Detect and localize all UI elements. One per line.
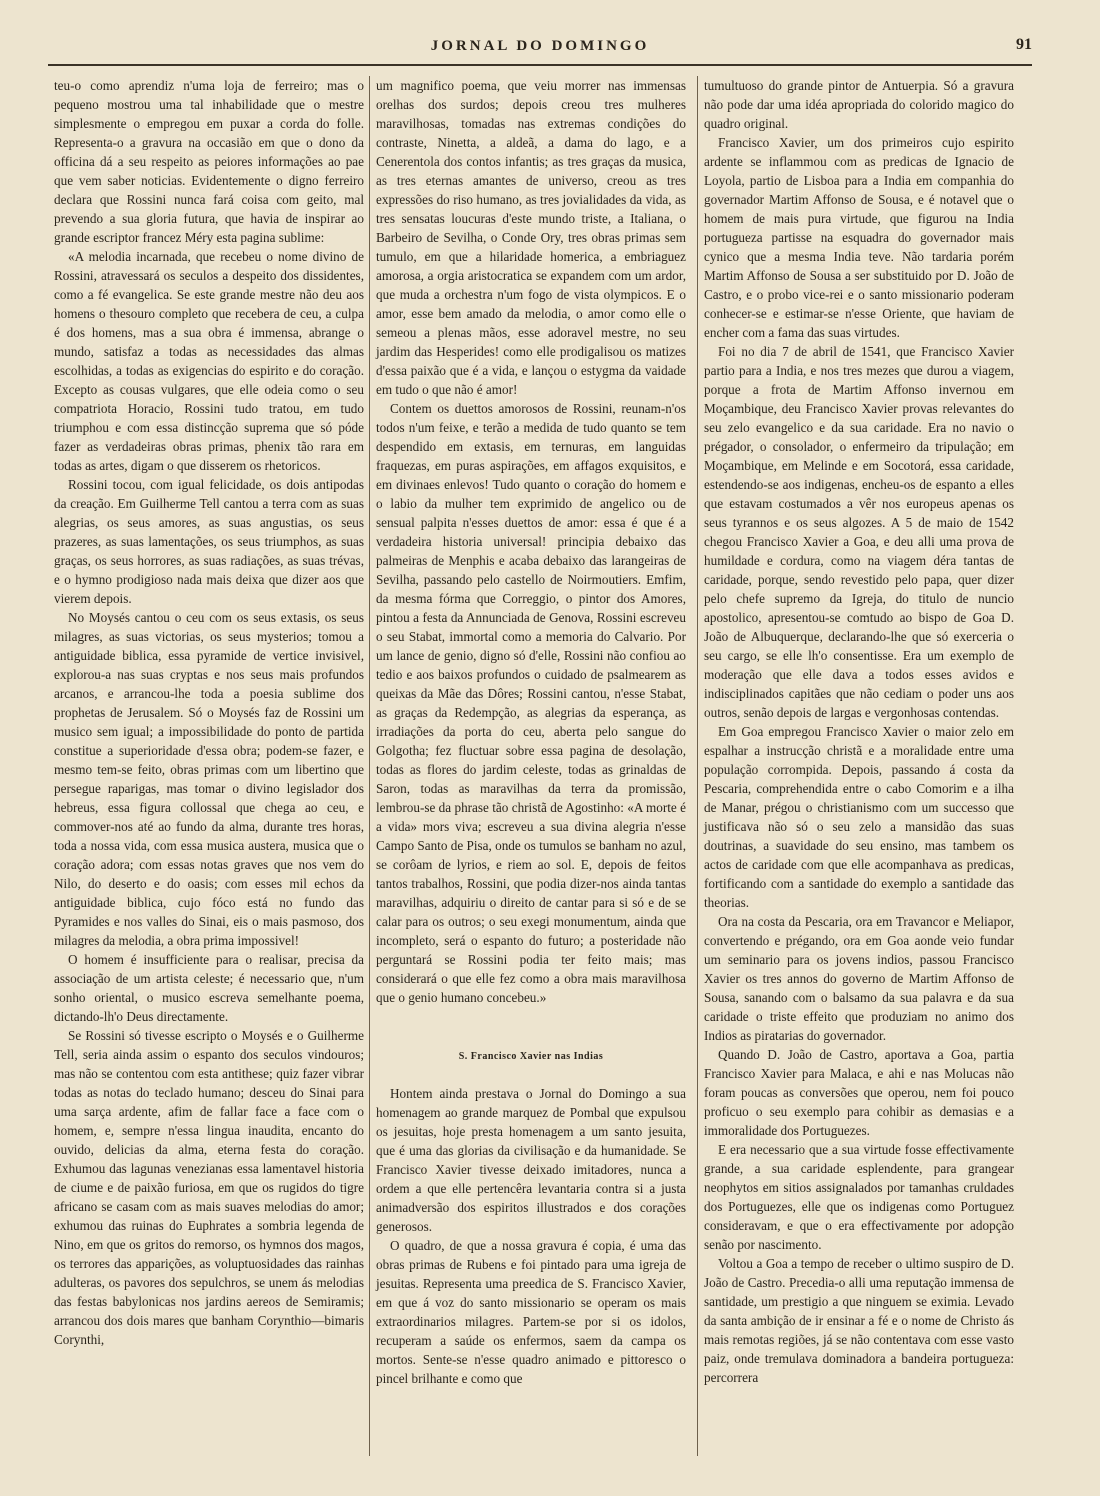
paragraph: Rossini tocou, com igual felicidade, os dois antipodas da creação. Em Guilherme Tell cantou a terra com as suas alegrias, os seus amores, as suas angustias, os seus prazeres, as suas lamentações, os seus triumphos, as suas graças, os seus horrores, as suas radiações, as suas trévas, e o hymno prodigioso nada mais deixa que dizer aos que vierem depois.	[54, 477, 364, 606]
paragraph: Voltou a Goa a tempo de receber o ultimo suspiro de D. João de Castro. Precedia-o alli uma reputação immensa de santidade, um prestigio a que ninguem se eximia. Levado da santa ambição de ir ensinar a fé e o nome de Christo ás mais remotas regiões, já se não contentava com esse vasto paiz, onde tremulava dominadora a bandeira portugueza: percorrera	[704, 1256, 1014, 1385]
paragraph: Francisco Xavier, um dos primeiros cujo espirito ardente se inflammou com as predicas de Ignacio de Loyola, partio de Lisboa para a India em companhia do governador Martim Affonso de Sousa, e é notavel que o homem de mais pura virtude, que figurou na India portugueza partisse na esquadra do governador mais cynico que a mesma India teve. Não tardaria porém Martim Affonso de Sousa a ser substituido por D. João de Castro, e o probo vice-rei e o santo missionario poderam conhecer-se e estimar-se n'esse Oriente, que haviam de encher com a fama das suas virtudes.	[704, 135, 1014, 340]
column-divider	[369, 76, 370, 1456]
paragraph: E era necessario que a sua virtude fosse effectivamente grande, a sua caridade esplendente, para grangear neophytos em sitios assignalados por tamanhas cruldades dos Portuguezes, elle que os indigenas como Portuguez consideravam, e que o era effectivamente por adopção senão por nascimento.	[704, 1142, 1014, 1252]
article-title: S. Francisco Xavier nas Indias	[458, 1051, 604, 1062]
paragraph: No Moysés cantou o ceu com os seus extasis, os seus milagres, as suas victorias, os seus mysterios; tomou a antiguidade biblica, essa pyramide de vertice invisivel, explorou-a nas suas cryptas e nos seus mais profundos arcanos, e arrancou-lhe toda a poesia sublime dos prophetas de Jerusalem. Só o Moysés faz de Rossini um musico sem igual; a impossibilidade do ponto de partida constitue a superioridade d'essa obra; podem-se fazer, e mesmo tem-se feito, obras primas com um libertino que persegue raparigas, mas tomar o divino legislador dos hebreus, essa figura collossal que chega ao ceu, e commover-nos até ao fundo da alma, durante tres horas, toda a nossa vida, com essa musica austera, musica que o coração adora; com essas notas graves que nos vem do Nilo, do deserto e do oasis; com esses mil echos da antiguidade biblica, cujo fóco está no fundo das Pyramides e nos valles do Sinai, eis o mais pasmoso, dos milagres da melodia, a obra prima impossivel!	[54, 610, 364, 948]
paragraph: «A melodia incarnada, que recebeu o nome divino de Rossini, atravessará os seculos a despeito dos dissidentes, como a fé evangelica. Se este grande mestre não deu aos homens o thesouro completo que recebera de ceu, a culpa é dos homens, mas a sua obra é immensa, abrange o mundo, satisfaz a todas as necessidades das almas escolhidas, a todas as exigencias do espirito e do coração. Excepto as cousas vulgares, que elle odeia como o seu compatriota Horacio, Rossini tudo tratou, em tudo triumphou e com essa distincção suprema que só póde fazer as verdadeiras obras primas, phenix tão rara em todas as artes, digam o que disserem os rhetoricos.	[54, 249, 364, 473]
page-header	[48, 30, 1032, 66]
column-3	[704, 76, 1014, 1387]
paragraph: Foi no dia 7 de abril de 1541, que Francisco Xavier partio para a India, e nos tres mezes que durou a viagem, porque a frota de Martim Affonso invernou em Moçambique, deu Francisco Xavier provas relevantes do seu zelo evangelico e da sua caridade. Era no navio o prégador, o consolador, o enfermeiro da tripulação; em Moçambique, em Melinde e em Socotorá, essa caridade, estendendo-se aos indigenas, encheu-os de espanto a elles que estavam costumados a vêr nos europeus apenas os seus tyrannos e os seus algozes. A 5 de maio de 1542 chegou Francisco Xavier a Goa, e deu alli uma prova de humildade e cordura, como na viagem déra tantas de caridade, porque, sendo revestido pelo papa, quer dizer pelo chefe supremo da Igreja, do titulo de nuncio apostolico, apresentou-se comtudo ao bispo de Goa D. João de Albuquerque, declarando-lhe que só exerceria o seu cargo, se elle lh'o consentisse. Era um exemplo de moderação que elle dava a todos esses avidos e indisciplinados capitães que não cediam o poder uns aos outros, senão depois de largas e vergonhosas contendas.	[704, 344, 1014, 720]
running-title: JORNAL DO DOMINGO	[430, 38, 650, 54]
paragraph: tumultuoso do grande pintor de Antuerpia. Só a gravura não pode dar uma idéa apropriada do colorido magico do quadro original.	[704, 78, 1014, 131]
paragraph: Em Goa empregou Francisco Xavier o maior zelo em espalhar a instrucção christã e a moralidade entre uma população corrompida. Depois, passando á costa da Pescaria, comprehendida entre o cabo Comorim e a ilha de Manar, prégou o christianismo com um successo que justificava não só o seu zelo a mansidão das suas doutrinas, a suavidade do seu ensino, mas tambem os actos de caridade com que elle acompanhava as predicas, fortificando com a santidade do exemplo a santidade das theorias.	[704, 724, 1014, 910]
paragraph: O quadro, de que a nossa gravura é copia, é uma das obras primas de Rubens e foi pintado para uma igreja de jesuitas. Representa uma preedica de S. Francisco Xavier, em que á voz do santo missionario se operam os mais extraordinarios milagres. Partem-se por si os idolos, recuperam a saúde os enfermos, saem da campa os mortos. Sente-se n'esse quadro animado e pittoresco o pincel brilhante e como que	[376, 1238, 686, 1386]
paragraph: um magnifico poema, que veiu morrer nas immensas orelhas dos surdos; depois creou tres mulheres maravilhosas, tomadas nas extremas condições do contraste, Ninetta, a aldeã, a dama do lago, e a Cenerentola dos contos infantis; as tres graças da musica, as tres eternas amantes de universo, creou as tres expressões do riso humano, as tres jovialidades da vida, as tres sensatas loucuras d'este mundo triste, a Italiana, o Barbeiro de Sevilha, o Conde Ory, tres obras primas sem tumulo, em que a hilaridade homerica, a embriaguez amorosa, a orgia aristocratica se expandem com um ardor, que muda a orchestra n'um fogo de vista olympicos. E o amor, esse bem amado da melodia, o amor como elle o semeou a plenas mãos, esse adoravel mestre, no seu jardim das Hesperides! como elle prodigalisou os matizes d'essa paixão que é a vida, e lançou o estygma da vaidade em tudo o que não é amor!	[376, 78, 686, 397]
paragraph: Contem os duettos amorosos de Rossini, reunam-n'os todos n'um feixe, e terão a medida de tudo quanto se tem despendido em extasis, em ternuras, em languidas fraquezas, em puras aspirações, em affagos exquisitos, e em divinaes enlevos! Tudo quanto o coração do homem e o labio da mulher tem exprimido de angelico ou de sensual palpita n'esses duettos de amor: essa é que é a verdadeira historia universal! principia debaixo das palmeiras de Menphis e acaba debaixo das larangeiras de Sevilha, passando pelo castello de Noirmoutiers. Emfim, da mesma fórma que Correggio, o pintor dos Amores, pintou a festa da Annunciada de Genova, Rossini escreveu o seu Stabat, immortal como a memoria do Calvario. Por um lance de genio, digno só d'elle, Rossini não confiou ao tedio e aos baixos profundos o cuidado de psalmearem as queixas da Mãe das Dôres; Rossini cantou, n'esse Stabat, as graças da Redempção, as alegrias da esperança, as irradiações da porta do ceu, aberta pelo sangue do Golgotha; fez fluctuar sobre essa pagina de desolação, todas as flores do jardim celeste, todas as grinaldas de Saron, todas as maravilhas da terra da promissão, lembrou-se da phrase tão christã de Agostinho: «A morte é a vida» mors viva; escreveu a sua divina alegria n'esse Campo Santo de Pisa, onde os tumulos se banham no azul, se corôam de lyrios, e riem ao sol. E, depois de feitos tantos trabalhos, Rossini, que podia dizer-nos ainda tantas maravilhas, adquiriu o direito de cantar para si só e de se calar para os outros; o seu exegi monumentum, ainda que incompleto, será o espanto do futuro; a posteridade não perguntará se Rossini podia ter feito mais; mas considerará o que elle fez como a obra mais maravilhosa que o genio humano concebeu.»	[376, 401, 686, 1005]
column-2	[376, 76, 686, 1388]
paragraph: O homem é insufficiente para o realisar, precisa da associação de um artista celeste; é necessario que, n'um sonho oriental, o musico escreva semelhante poema, dictando-lh'o Deus directamente.	[54, 952, 364, 1024]
paragraph: teu-o como aprendiz n'uma loja de ferreiro; mas o pequeno mostrou uma tal inhabilidade que o mestre simplesmente o empregou em puxar a corda do folle. Representa-o a gravura na occasião em que o dono da officina dá a seu respeito as peiores informações ao pae que vem saber noticias. Evidentemente o digno ferreiro declara que Rossini nunca fará coisa com geito, mal prevendo a sua gloria futura, que havia de inspirar ao grande escriptor francez Méry esta pagina sublime:	[54, 78, 364, 245]
column-divider	[697, 76, 698, 1456]
paragraph: Ora na costa da Pescaria, ora em Travancor e Meliapor, convertendo e prégando, ora em Goa aonde veio fundar um seminario para os jovens indios, passou Francisco Xavier os tres annos do governo de Martim Affonso de Sousa, sanando com o balsamo da sua palavra e da sua caridade o triste effeito que produziam no animo dos Indios as piratarias do governador.	[704, 914, 1014, 1043]
paragraph: Hontem ainda prestava o Jornal do Domingo a sua homenagem ao grande marquez de Pombal que expulsou os jesuitas, hoje presta homenagem a um santo jesuita, que é uma das glorias da civilisação e da humanidade. Se Francisco Xavier tivesse deixado imitadores, nunca a ordem a que elle pertencêra levantaria contra si a justa animadversão dos espiritos illustrados e dos corações generosos.	[376, 1086, 686, 1234]
page-number: 91	[1016, 36, 1032, 53]
paragraph: Se Rossini só tivesse escripto o Moysés e o Guilherme Tell, seria ainda assim o espanto dos seculos vindouros; mas não se contentou com esta antithese; quiz fazer vibrar todas as notas do teclado humano; desceu do Sinai para uma sarça ardente, afim de fallar face a face com o homem, e, sempre n'essa lingua inaudita, encanto do ouvido, delicias da alma, eterna festa do coração. Exhumou das lagunas venezianas essa lamentavel historia de ciume e de paixão furiosa, em que os rugidos do tigre africano se casam com as mais suaves melodias do amor; exhumou das ruinas do Euphrates a sombria legenda de Nino, em que os gritos do remorso, os hymnos dos magos, os terrores das apparições, as voluptuosidades das rainhas adulteras, os pavores dos sepulchros, se unem ás melodias das festas babylonicas nos jardins aereos de Semiramis; arrancou dos dois mares que banham Corynthio—bimaris Corynthi,	[54, 1028, 364, 1347]
column-1	[54, 76, 364, 1349]
paragraph: Quando D. João de Castro, aportava a Goa, partia Francisco Xavier para Malaca, e ahi e nas Molucas não foram poucas as conversões que operou, nem foi pouco proficuo o seu exemplo para cohibir as demasias e a immoralidade dos Portuguezes.	[704, 1047, 1014, 1138]
